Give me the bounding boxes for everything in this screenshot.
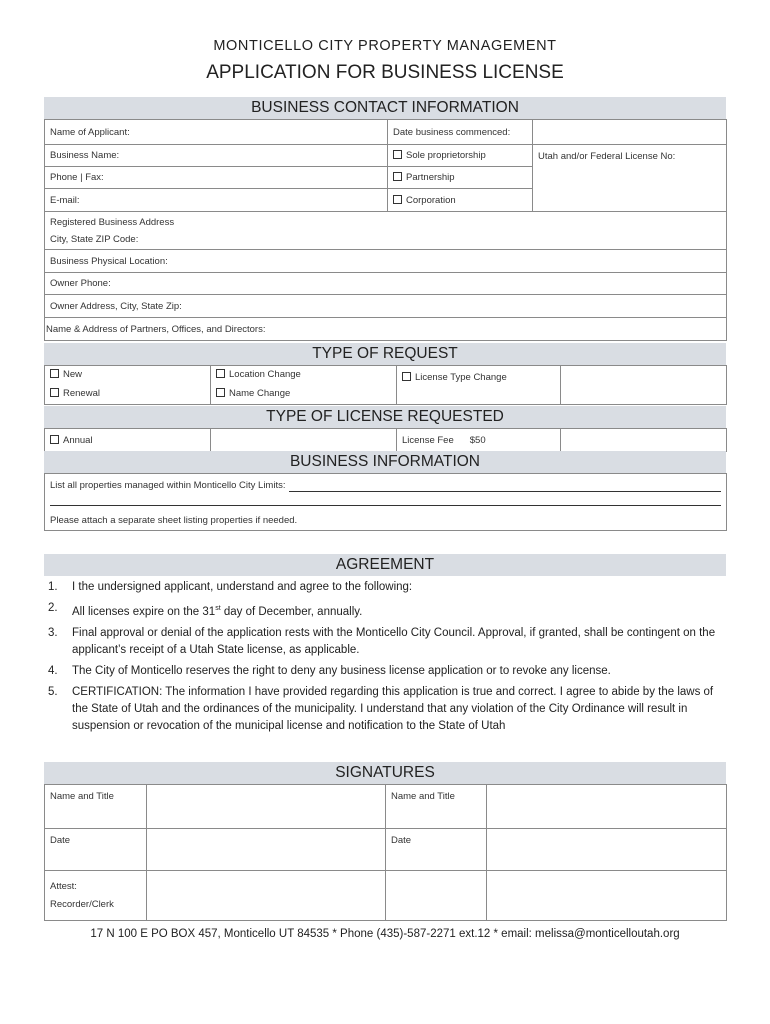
checkbox-annual[interactable]: [50, 435, 59, 444]
form-title: APPLICATION FOR BUSINESS LICENSE: [206, 62, 564, 83]
request-license-type-change-option[interactable]: License Type Change: [397, 366, 561, 405]
agreement-item: 5. CERTIFICATION: The information I have provided regarding this application is true and correct. I agree to abide by the laws of the State of Utah and the ordinances of the municipality. I understand that any violation of the City Ordinance will result in suspension or revocation of the municipal license and notification to the State of Utah: [48, 685, 714, 732]
attest-label: Attest: Recorder/Clerk: [45, 871, 147, 921]
federal-license-field[interactable]: Utah and/or Federal License No:: [533, 145, 727, 212]
properties-line-1[interactable]: [289, 491, 722, 492]
date-commenced-field[interactable]: Date business commenced:: [388, 120, 533, 145]
license-table: [44, 428, 727, 452]
contact-table: [44, 119, 727, 341]
registered-address-field[interactable]: Registered Business Address City, State ZIP Code:: [45, 212, 727, 250]
signature-name-title-label-1: Name and Title: [45, 785, 147, 829]
footer-contact: 17 N 100 E PO BOX 457, Monticello UT 84535 * Phone (435)-587-2271 ext.12 * email: melissa@monticelloutah.org: [90, 928, 680, 940]
section-signatures-title: SIGNATURES: [44, 762, 726, 784]
phone-fax-field[interactable]: Phone | Fax:: [45, 167, 388, 189]
request-renewal-option[interactable]: Renewal: [45, 384, 211, 405]
request-new-option[interactable]: New: [45, 366, 211, 384]
agreement-item: 2. All licenses expire on the 31st day of December, annually.: [48, 602, 363, 618]
corporation-option[interactable]: Corporation: [388, 189, 533, 212]
properties-line-2[interactable]: [50, 495, 721, 506]
request-table: [44, 365, 727, 405]
date-commenced-input[interactable]: [533, 120, 727, 145]
email-field[interactable]: E-mail:: [45, 189, 388, 212]
license-extra-cell[interactable]: [561, 429, 727, 452]
section-business-info-title: BUSINESS INFORMATION: [44, 451, 726, 473]
checkbox-name-change[interactable]: [216, 388, 225, 397]
agreement-list: [48, 579, 718, 739]
section-request-title: TYPE OF REQUEST: [44, 343, 726, 365]
section-contact-title: BUSINESS CONTACT INFORMATION: [44, 97, 726, 119]
agreement-item: 3. Final approval or denial of the application rests with the Monticello City Council. Approval, if granted, shall be contingent on the applicant’s receipt of a Utah State license, as applicable.: [48, 626, 716, 656]
signature-name-title-label-2: Name and Title: [386, 785, 487, 829]
checkbox-partnership[interactable]: [393, 172, 402, 181]
section-agreement-title: AGREEMENT: [44, 554, 726, 576]
request-name-change-option[interactable]: Name Change: [211, 384, 397, 405]
checkbox-corporation[interactable]: [393, 195, 402, 204]
owner-phone-field[interactable]: Owner Phone:: [45, 273, 727, 295]
checkbox-new[interactable]: [50, 369, 59, 378]
partners-field[interactable]: Name & Address of Partners, Offices, and Directors:: [45, 318, 727, 341]
license-fee-cell: License Fee $50: [397, 429, 561, 452]
signature-date-input-1[interactable]: [147, 829, 386, 871]
license-blank-cell[interactable]: [211, 429, 397, 452]
signature-date-label-2: Date: [386, 829, 487, 871]
signatures-table: [44, 784, 727, 921]
business-info-table: [44, 473, 727, 531]
section-license-title: TYPE OF LICENSE REQUESTED: [44, 406, 726, 428]
license-annual-option[interactable]: Annual: [45, 429, 211, 452]
sole-proprietorship-option[interactable]: Sole proprietorship: [388, 145, 533, 167]
signature-name-title-input-1[interactable]: [147, 785, 386, 829]
business-name-field[interactable]: Business Name:: [45, 145, 388, 167]
checkbox-license-type-change[interactable]: [402, 372, 411, 381]
applicant-name-field[interactable]: Name of Applicant:: [45, 120, 388, 145]
owner-address-field[interactable]: Owner Address, City, State Zip:: [45, 295, 727, 318]
signature-date-label-1: Date: [45, 829, 147, 871]
agreement-item: 1. I the undersigned applicant, understand and agree to the following:: [48, 581, 413, 593]
signature-date-input-2[interactable]: [487, 829, 727, 871]
checkbox-renewal[interactable]: [50, 388, 59, 397]
org-heading: MONTICELLO CITY PROPERTY MANAGEMENT: [213, 38, 557, 54]
request-location-change-option[interactable]: Location Change: [211, 366, 397, 384]
attest-extra-2[interactable]: [487, 871, 727, 921]
agreement-item: 4. The City of Monticello reserves the right to deny any business license application or to revoke any license.: [48, 664, 611, 677]
physical-location-field[interactable]: Business Physical Location:: [45, 250, 727, 273]
checkbox-location-change[interactable]: [216, 369, 225, 378]
checkbox-sole-proprietorship[interactable]: [393, 150, 402, 159]
attest-input[interactable]: [147, 871, 386, 921]
attest-extra-1[interactable]: [386, 871, 487, 921]
license-fee-value: $50: [469, 434, 486, 446]
request-extra-cell: [561, 366, 727, 405]
properties-field[interactable]: List all properties managed within Monticello City Limits: Please attach a separate sheet listing properties if needed.: [45, 474, 727, 531]
signature-name-title-input-2[interactable]: [487, 785, 727, 829]
partnership-option[interactable]: Partnership: [388, 167, 533, 189]
